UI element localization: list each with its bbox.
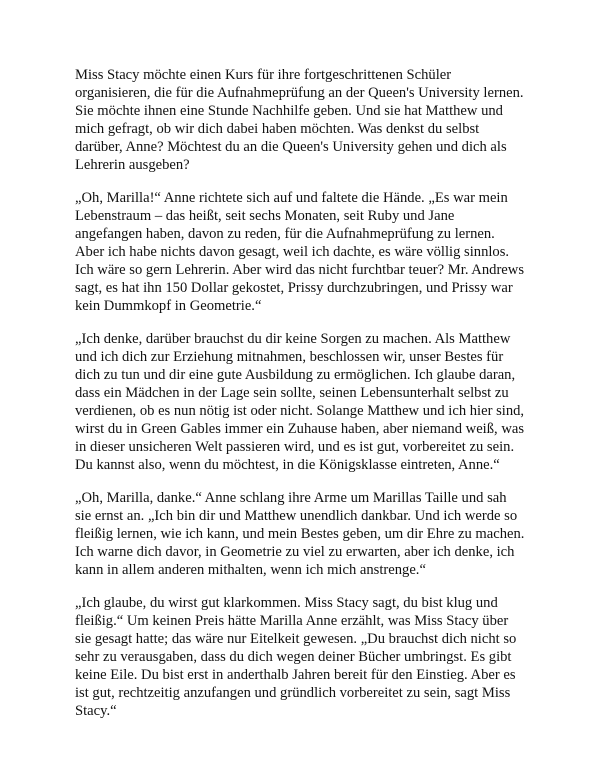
paragraph-1: Miss Stacy möchte einen Kurs für ihre fortgeschrittenen Schüler organisieren, die für die Aufnahmeprüfung an der Queen's University lernen. Sie möchte ihnen eine Stunde Nachhilfe geben. Und sie hat Matthew und mich gefragt, ob wir dich dabei haben möchten. Was denkst du selbst darüber, Anne? Möchtest du an die Queen's University gehen und dich als Lehrerin ausgeben?: [75, 67, 524, 173]
paragraph-2: „Oh, Marilla!“ Anne richtete sich auf und faltete die Hände. „Es war mein Lebenstraum – das heißt, seit sechs Monaten, seit Ruby und Jane angefangen haben, davon zu reden, für die Aufnahmeprüfung zu lernen. Aber ich habe nichts davon gesagt, weil ich dachte, es wäre völlig sinnlos. Ich wäre so gern Lehrerin. Aber wird das nicht furchtbar teuer? Mr. Andrews sagt, es hat ihn 150 Dollar gekostet, Prissy durchzubringen, und Prissy war kein Dummkopf in Geometrie.“: [75, 190, 524, 314]
paragraph-3: „Ich denke, darüber brauchst du dir keine Sorgen zu machen. Als Matthew und ich dich zur Erziehung mitnahmen, beschlossen wir, unser Bestes für dich zu tun und dir eine gute Ausbildung zu ermöglichen. Ich glaube daran, dass ein Mädchen in der Lage sein sollte, seinen Lebensunterhalt selbst zu verdienen, ob es nun nötig ist oder nicht. Solange Matthew und ich hier sind, wirst du in Green Gables immer ein Zuhause haben, aber niemand weiß, was in dieser unsicheren Welt passieren wird, und es ist gut, vorbereitet zu sein. Du kannst also, wenn du möchtest, in die Königsklasse eintreten, Anne.“: [75, 331, 525, 473]
paragraph-5: „Ich glaube, du wirst gut klarkommen. Miss Stacy sagt, du bist klug und fleißig.“ Um keinen Preis hätte Marilla Anne erzählt, was Miss Stacy über sie gesagt hatte; das wäre nur Eitelkeit gewesen. „Du brauchst dich nicht so sehr zu verausgaben, dass du dich wegen deiner Bücher umbringst. Es gibt keine Eile. Du bist erst in anderthalb Jahren bereit für den Einstieg. Aber es ist gut, rechtzeitig anzufangen und gründlich vorbereitet zu sein, sagt Miss Stacy.“: [75, 595, 517, 719]
document-page: [75, 66, 525, 735]
paragraph-4: „Oh, Marilla, danke.“ Anne schlang ihre Arme um Marillas Taille und sah sie ernst an. „Ich bin dir und Matthew unendlich dankbar. Und ich werde so fleißig lernen, wie ich kann, und mein Bestes geben, um dir Ehre zu machen. Ich warne dich davor, in Geometrie zu viel zu erwarten, aber ich denke, ich kann in allem anderen mithalten, wenn ich mich anstrenge.“: [75, 490, 525, 578]
